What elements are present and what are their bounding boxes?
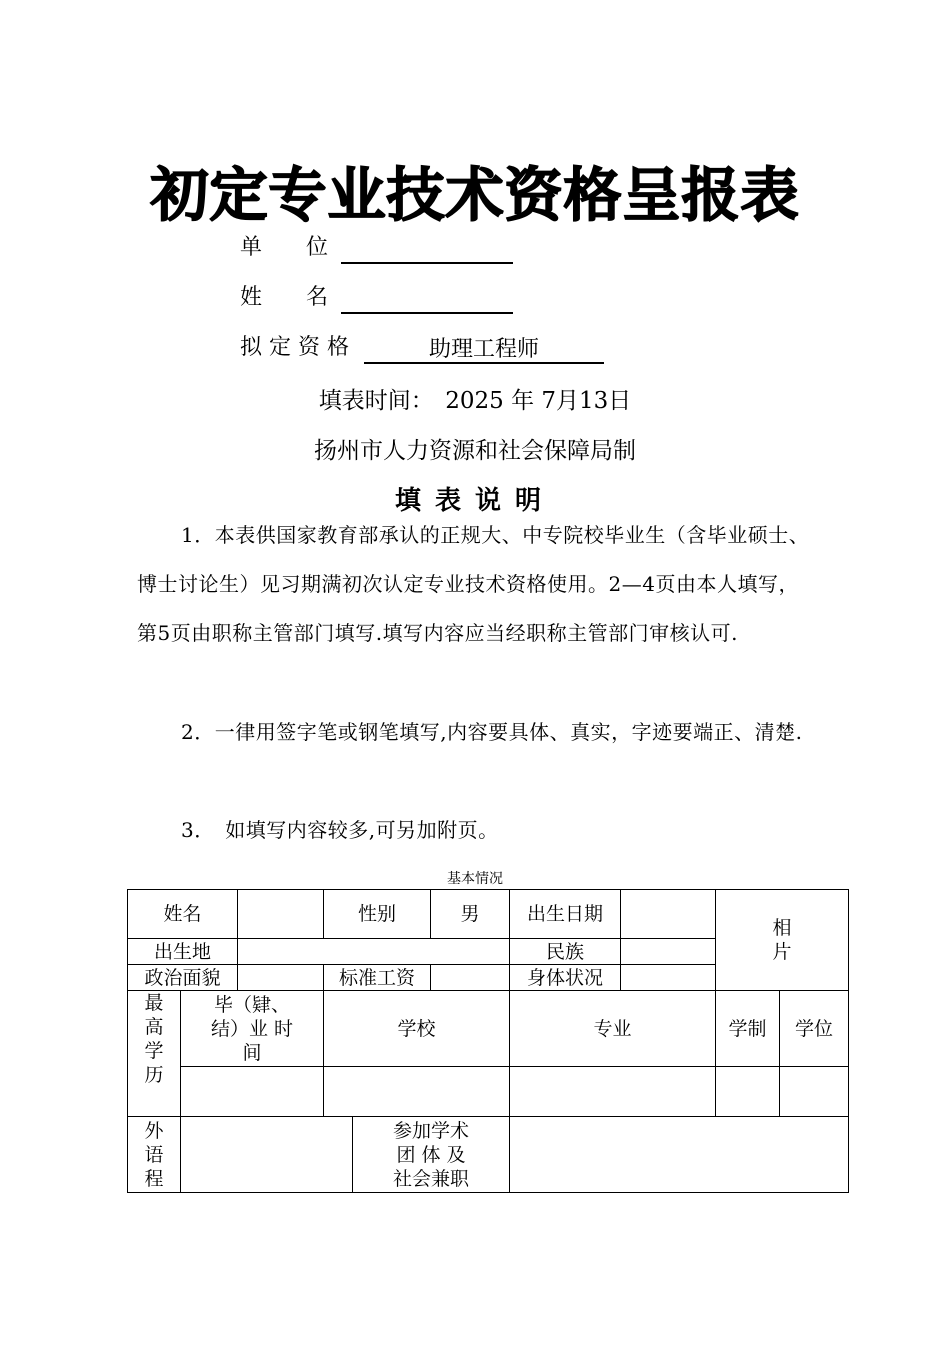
ethnicity-label-cell: 民族 [510,939,621,965]
basic-info-table [127,889,849,1193]
birthplace-value-cell[interactable] [238,939,510,965]
foreign-language-value-cell[interactable] [181,1117,353,1193]
fill-date: 填表时间： 2025 年 7月13日 [318,388,632,414]
health-value-cell[interactable] [621,965,716,991]
name-value-cell[interactable] [238,890,324,939]
notes-title: 填表说明 [394,486,555,516]
note-item: 1．本表供国家教育部承认的正规大、中专院校毕业生（含毕业硕士、博士讨论生）见习期满初次认定专业技术资格使用。2—4页由本人填写，第5页由职称主管部门填写.填写内容应当经职称主管部门审核认可. [137,523,810,645]
health-label-cell: 身体状况 [510,965,621,991]
name-input-line[interactable] [341,284,513,314]
political-label-cell: 政治面貌 [128,965,238,991]
birthplace-label-cell: 出生地 [128,939,238,965]
table-caption: 基本情况 [447,871,503,887]
grad-time-label-cell: 毕（肄、 结）业 时 间 [181,991,324,1067]
grad-time-value-cell[interactable] [181,1067,324,1117]
birth-date-label-cell: 出生日期 [510,890,621,939]
name-label: 姓 名 [240,285,329,310]
birth-date-value-cell[interactable] [621,890,716,939]
unit-input-line[interactable] [341,234,513,264]
page-title: 初定专业技术资格呈报表 [150,161,800,229]
duration-label-cell: 学制 [716,991,780,1067]
salary-value-cell[interactable] [431,965,510,991]
qualification-field [240,332,604,364]
academic-value-cell[interactable] [510,1117,849,1193]
unit-field [240,232,513,264]
major-label-cell: 专业 [510,991,716,1067]
degree-label-cell: 学位 [780,991,849,1067]
note-item: 3． 如填写内容较多,可另加附页。 [181,818,499,842]
school-label-cell: 学校 [324,991,510,1067]
ethnicity-value-cell[interactable] [621,939,716,965]
name-label-cell: 姓名 [128,890,238,939]
political-value-cell[interactable] [238,965,324,991]
gender-value-cell[interactable]: 男 [431,890,510,939]
qualification-label: 拟 定 资 格 [240,335,349,360]
salary-label-cell: 标准工资 [324,965,431,991]
foreign-language-label-cell: 外 语 程 [128,1117,181,1193]
academic-label-cell: 参加学术 团 体 及 社会兼职 [353,1117,510,1193]
unit-label: 单 位 [240,235,329,260]
qualification-value[interactable]: 助理工程师 [364,334,604,364]
issuer: 扬州市人力资源和社会保障局制 [314,438,636,464]
gender-label-cell: 性别 [324,890,431,939]
note-item: 2．一律用签字笔或钢笔填写,内容要具体、真实，字迹要端正、清楚. [181,720,803,744]
education-label-cell: 最 高 学 历 [128,991,181,1117]
school-value-cell[interactable] [324,1067,510,1117]
major-value-cell[interactable] [510,1067,716,1117]
photo-cell[interactable]: 相 片 [716,890,849,991]
duration-value-cell[interactable] [716,1067,780,1117]
name-field [240,282,513,314]
degree-value-cell[interactable] [780,1067,849,1117]
